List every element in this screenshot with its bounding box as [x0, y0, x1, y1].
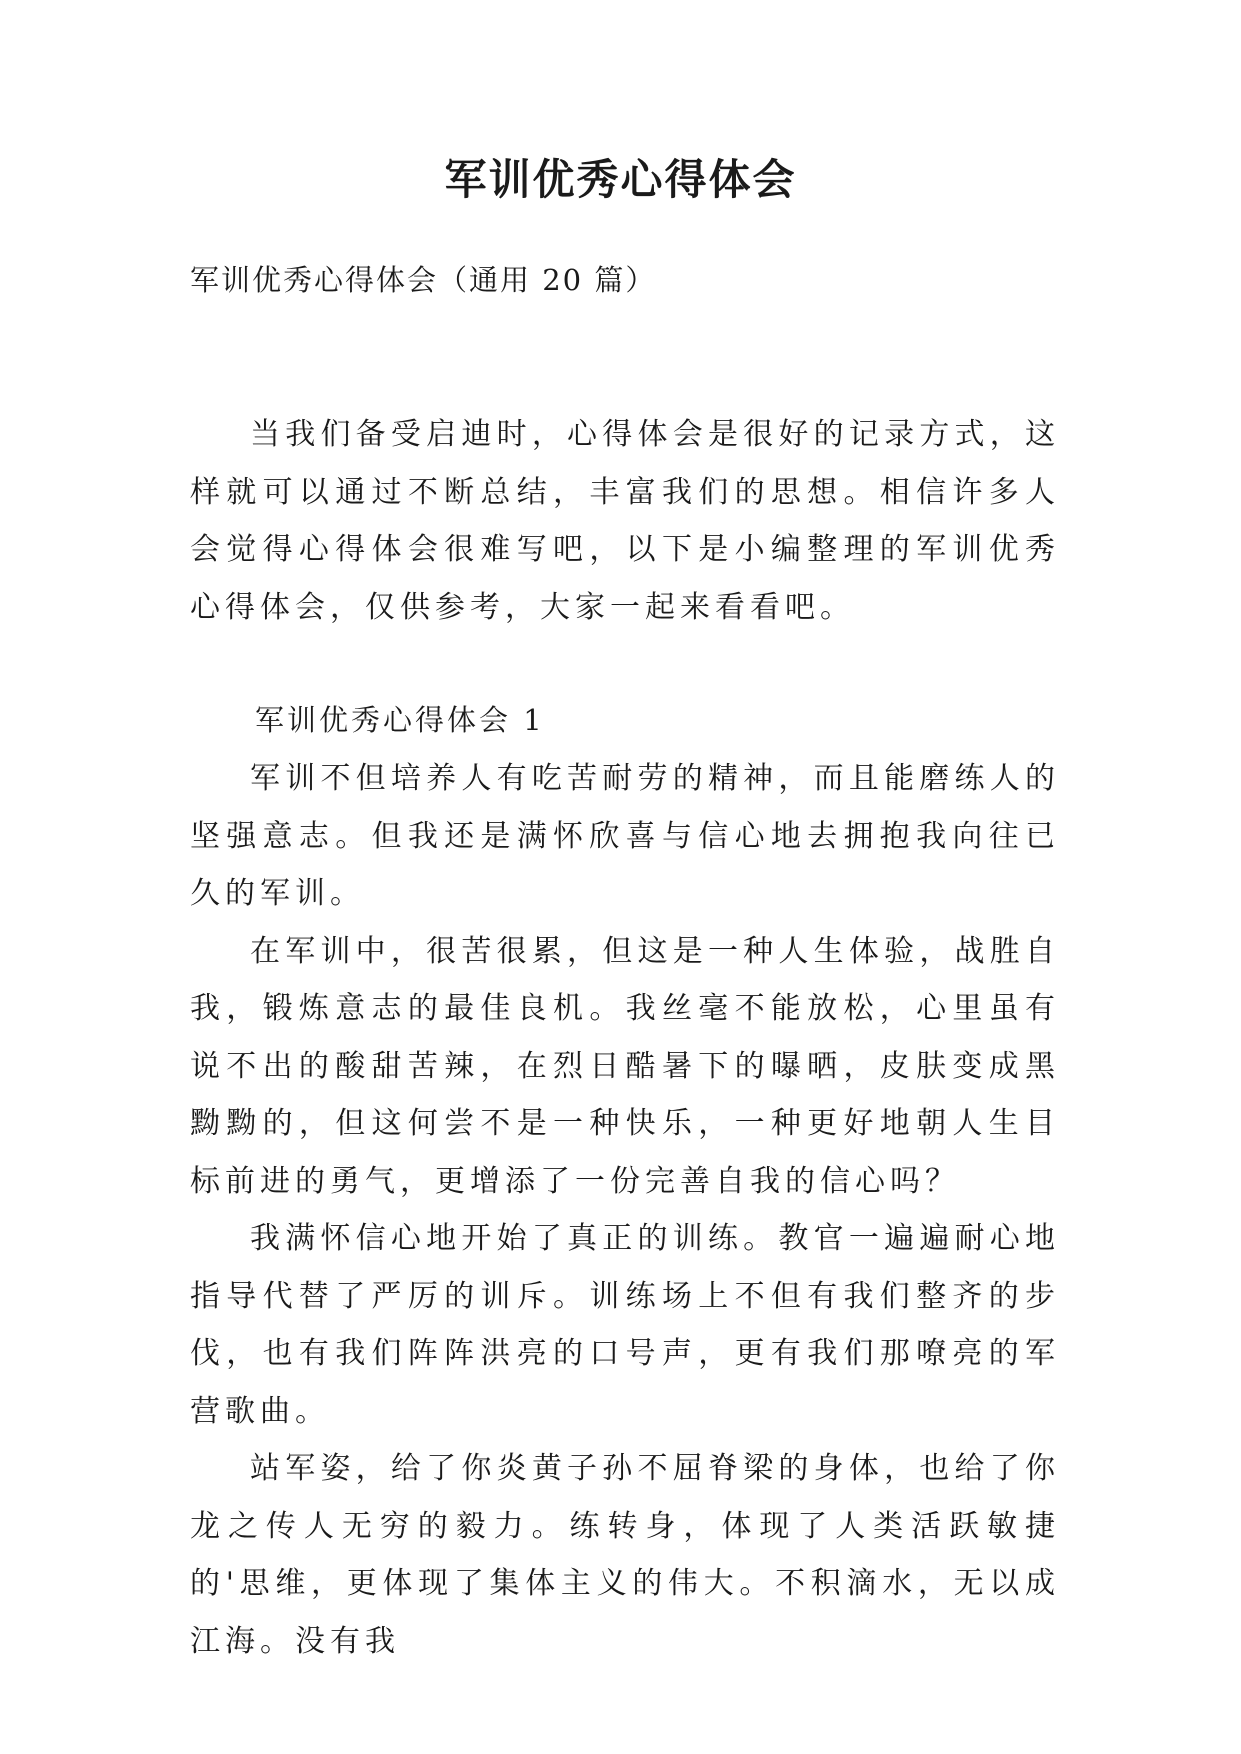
- document-subtitle: 军训优秀心得体会（通用 20 篇）: [190, 263, 657, 297]
- intro-block: [190, 406, 1060, 636]
- section-heading: 军训优秀心得体会 1: [255, 703, 545, 737]
- document-title: 军训优秀心得体会: [444, 155, 797, 204]
- paragraph-2: 在军训中，很苦很累，但这是一种人生体验，战胜自我，锻炼意志的最佳良机。我丝毫不能放松，心里虽有说不出的酸甜苦辣，在烈日酷暑下的曝晒，皮肤变成黑黝黝的，但这何尝不是一种快乐，一种更好地朝人生目标前进的勇气，更增添了一份完善自我的信心吗？: [190, 933, 1060, 1199]
- intro-paragraph: 当我们备受启迪时，心得体会是很好的记录方式，这样就可以通过不断总结，丰富我们的思想。相信许多人会觉得心得体会很难写吧，以下是小编整理的军训优秀心得体会，仅供参考，大家一起来看看吧。: [190, 417, 1060, 625]
- essay-body: [190, 750, 1060, 1670]
- paragraph-3: 我满怀信心地开始了真正的训练。教官一遍遍耐心地指导代替了严厉的训斥。训练场上不但有我们整齐的步伐，也有我们阵阵洪亮的口号声，更有我们那嘹亮的军营歌曲。: [190, 1221, 1060, 1429]
- paragraph-4: 站军姿，给了你炎黄子孙不屈脊梁的身体，也给了你龙之传人无穷的毅力。练转身，体现了人类活跃敏捷的'思维，更体现了集体主义的伟大。不积滴水，无以成江海。没有我: [190, 1451, 1060, 1659]
- paragraph-1: 军训不但培养人有吃苦耐劳的精神，而且能磨练人的坚强意志。但我还是满怀欣喜与信心地去拥抱我向往已久的军训。: [190, 761, 1060, 911]
